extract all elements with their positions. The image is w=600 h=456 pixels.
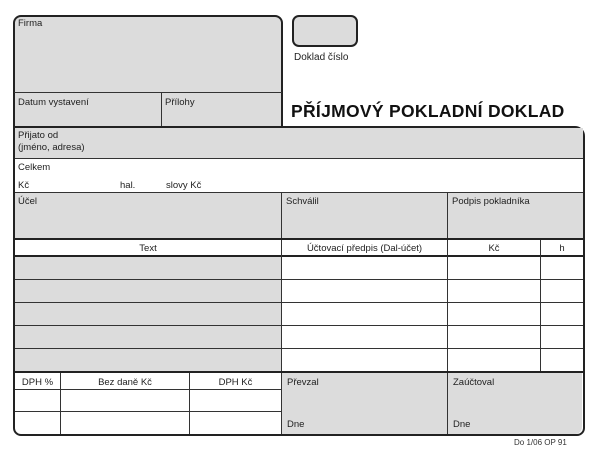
firma-label: Firma [18, 18, 43, 29]
zauctoval-dne-label: Dne [453, 419, 471, 430]
bez-dane-header: Bez daně Kč [98, 377, 152, 388]
table-row[interactable] [15, 280, 583, 302]
form-code: Do 1/06 OP 91 [514, 438, 567, 447]
prevzal-label: Převzal [287, 377, 319, 388]
doklad-cislo-label: Doklad číslo [294, 52, 349, 63]
dph-row[interactable] [15, 390, 281, 411]
celkem-hal-label: hal. [120, 180, 136, 191]
celkem-kc-label: Kč [18, 180, 30, 191]
zauctoval-label: Zaúčtoval [453, 377, 495, 388]
prijato-od-label: Přijato od [18, 130, 59, 141]
datum-vystaveni-label: Datum vystavení [18, 97, 89, 108]
schvalil-label: Schválil [286, 196, 319, 207]
table-row[interactable] [15, 257, 583, 279]
firma-field[interactable] [16, 32, 280, 90]
column-header-h: h [559, 243, 565, 254]
dph-kc-header: DPH Kč [218, 377, 253, 388]
ucel-field[interactable] [15, 193, 281, 239]
prilohy-field[interactable] [164, 109, 280, 125]
celkem-amount-field[interactable] [30, 174, 582, 190]
table-row[interactable] [15, 303, 583, 325]
column-header-kc: Kč [488, 243, 500, 254]
prilohy-label: Přílohy [165, 97, 195, 108]
ucel-label: Účel [18, 196, 38, 207]
dph-percent-header: DPH % [21, 377, 54, 388]
doklad-cislo-box[interactable] [292, 15, 358, 47]
dph-row[interactable] [15, 412, 281, 434]
celkem-slovy-label: slovy Kč [166, 180, 202, 191]
table-row[interactable] [15, 326, 583, 348]
prevzal-dne-label: Dne [287, 419, 305, 430]
celkem-label: Celkem [18, 162, 51, 173]
column-header-uctovaci-predpis: Účtovací předpis (Dal-účet) [306, 243, 423, 254]
document-title: PŘÍJMOVÝ POKLADNÍ DOKLAD [291, 101, 565, 121]
prijato-od-sublabel: (jméno, adresa) [18, 142, 85, 153]
table-row[interactable] [15, 349, 583, 371]
datum-vystaveni-field[interactable] [16, 109, 159, 125]
column-header-text: Text [139, 243, 157, 254]
podpis-pokladnika-label: Podpis pokladníka [452, 196, 530, 207]
prijato-od-field[interactable] [15, 128, 583, 158]
